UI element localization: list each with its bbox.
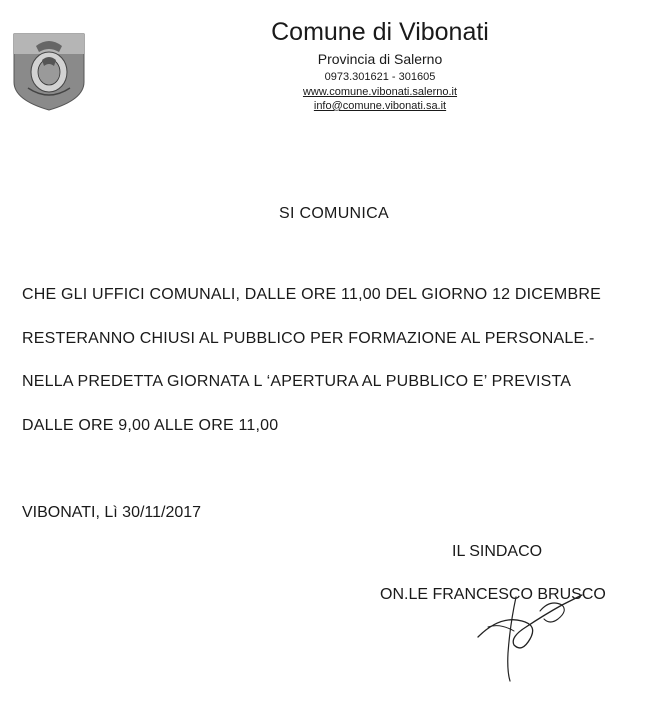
- phone-numbers: 0973.301621 - 301605: [324, 71, 436, 83]
- signer-name: ON.LE FRANCESCO BRUSCO: [380, 586, 606, 603]
- notice-title: SI COMUNICA: [279, 205, 389, 222]
- notice-line: CHE GLI UFFICI COMUNALI, DALLE ORE 11,00 DEL GIORNO 12 DICEMBRE: [22, 286, 601, 303]
- email-link[interactable]: info@comune.vibonati.sa.it: [313, 100, 447, 112]
- municipality-name: Comune di Vibonati: [271, 18, 489, 46]
- province-name: Provincia di Salerno: [317, 51, 443, 67]
- coat-of-arms-icon: [12, 32, 86, 112]
- signer-role: IL SINDACO: [452, 543, 543, 560]
- notice-line: NELLA PREDETTA GIORNATA L ‘APERTURA AL PUBBLICO E’ PREVISTA: [22, 373, 572, 390]
- letterhead: [200, 16, 560, 113]
- website-link[interactable]: www.comune.vibonati.salerno.it: [302, 86, 458, 98]
- notice-line: DALLE ORE 9,00 ALLE ORE 11,00: [22, 417, 279, 434]
- handwritten-signature: [470, 575, 600, 685]
- notice-line: RESTERANNO CHIUSI AL PUBBLICO PER FORMAZIONE AL PERSONALE.-: [22, 330, 595, 347]
- date-line: VIBONATI, Lì 30/11/2017: [22, 504, 202, 521]
